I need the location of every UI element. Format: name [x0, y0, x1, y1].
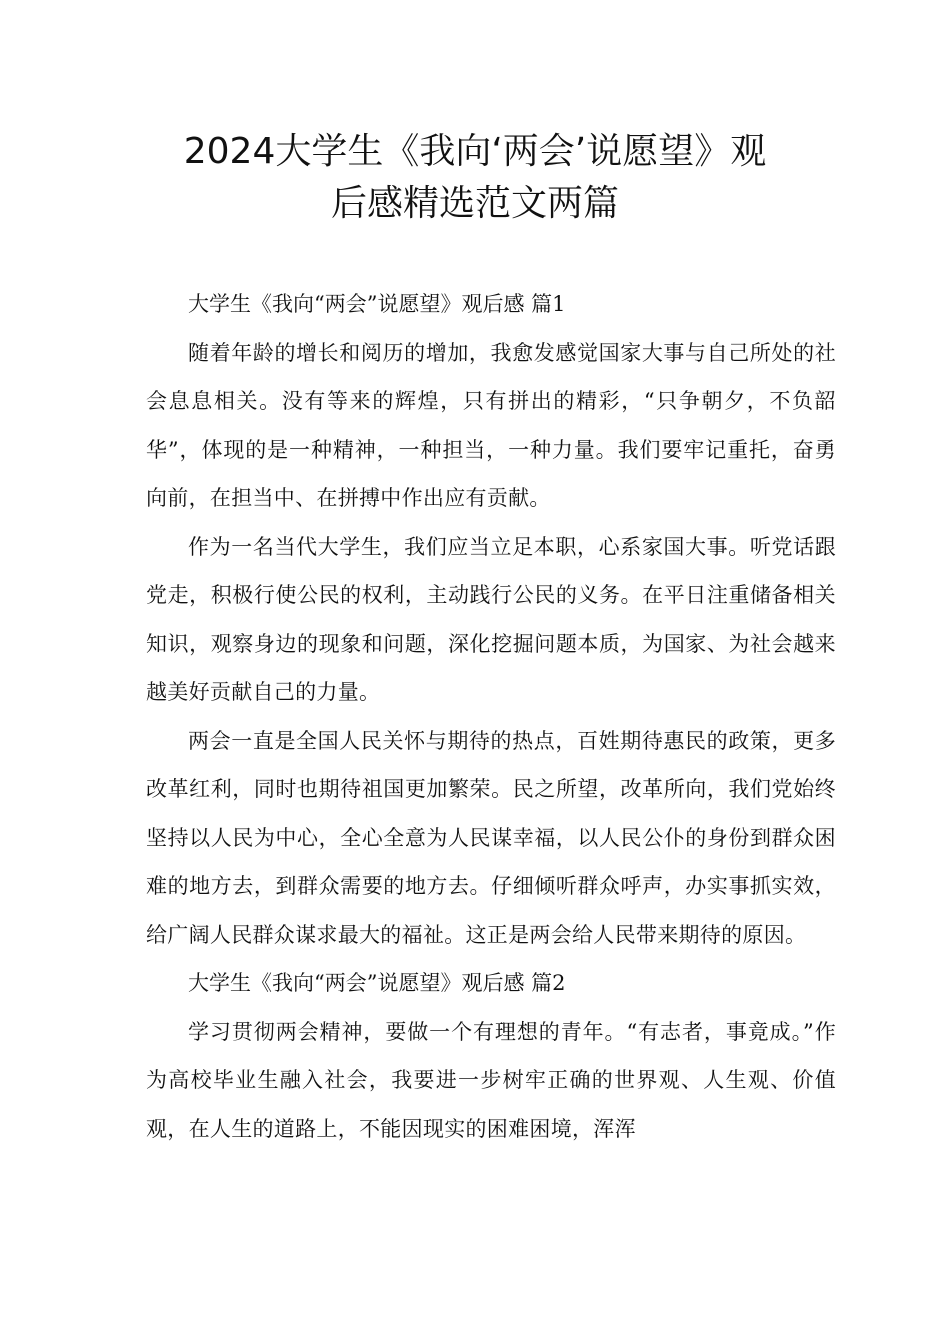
- section-heading-2: 大学生《我向“两会”说愿望》观后感 篇2: [188, 971, 566, 995]
- paragraph-4: 学习贯彻两会精神，要做一个有理想的青年。“有志者，事竟成。”作为高校毕业生融入社会，我要进一步树牢正确的世界观、人生观、价值观，在人生的道路上，不能因现实的困难困境，浑浑: [146, 1019, 836, 1141]
- paragraph-2: 作为一名当代大学生，我们应当立足本职，心系家国大事。听党话跟党走，积极行使公民的权利，主动践行公民的义务。在平日注重储备相关知识，观察身边的现象和问题，深化挖掘问题本质，为国家、为社会越来越美好贡献自己的力量。: [146, 534, 836, 704]
- title-line-2: 后感精选范文两篇: [330, 183, 619, 224]
- document-body: [146, 280, 836, 1153]
- paragraph-3: 两会一直是全国人民关怀与期待的热点，百姓期待惠民的政策，更多改革红利，同时也期待祖国更加繁荣。民之所望，改革所向，我们党始终坚持以人民为中心，全心全意为人民谋幸福，以人民公仆的身份到群众困难的地方去，到群众需要的地方去。仔细倾听群众呼声，办实事抓实效，给广阔人民群众谋求最大的福祉。这正是两会给人民带来期待的原因。: [146, 728, 836, 947]
- title-line-1: 2024大学生《我向‘两会’说愿望》观: [183, 131, 767, 172]
- document-title: [110, 126, 840, 230]
- paragraph-1: 随着年龄的增长和阅历的增加，我愈发感觉国家大事与自己所处的社会息息相关。没有等来的辉煌，只有拼出的精彩，“只争朝夕，不负韶华”，体现的是一种精神，一种担当，一种力量。我们要牢记重托，奋勇向前，在担当中、在拼搏中作出应有贡献。: [146, 340, 836, 510]
- section-heading-1: 大学生《我向“两会”说愿望》观后感 篇1: [188, 292, 566, 316]
